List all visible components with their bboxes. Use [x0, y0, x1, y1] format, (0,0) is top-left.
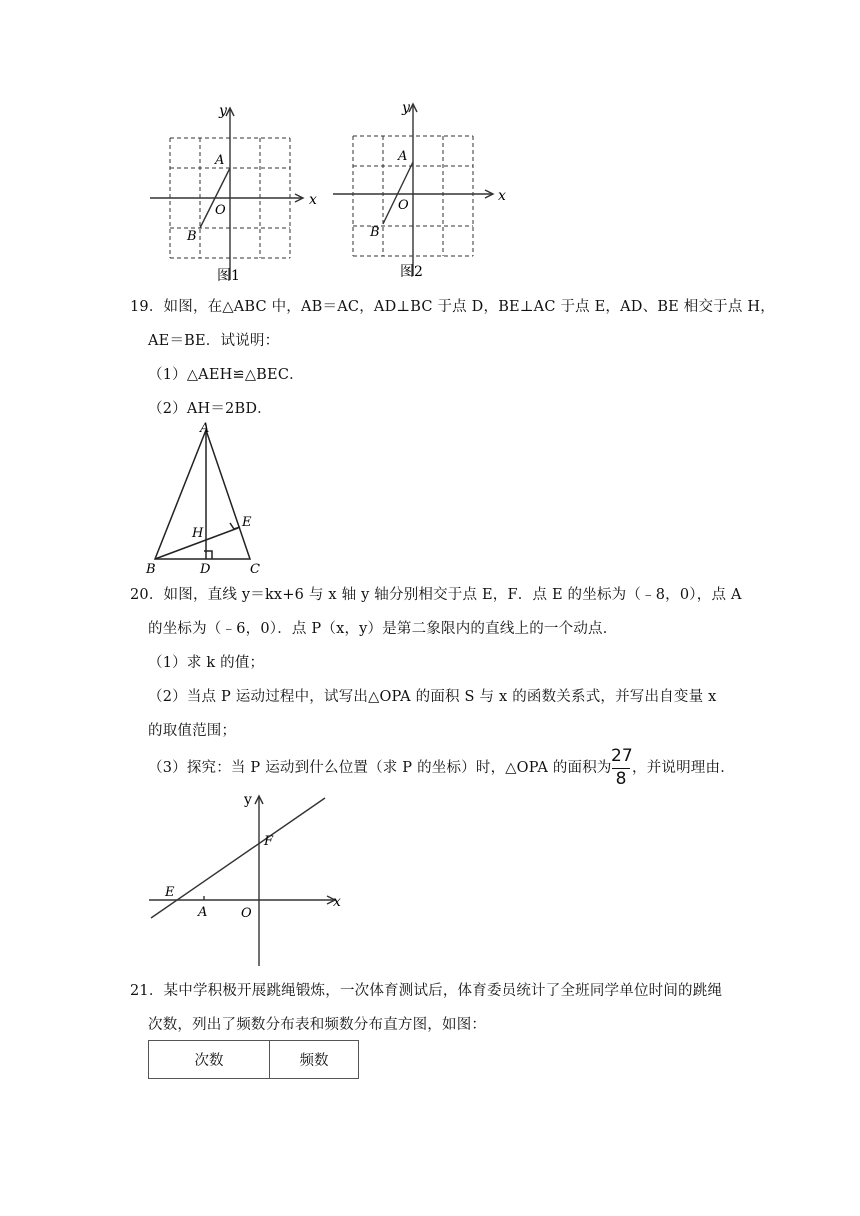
- y-axis-label: y: [402, 100, 410, 116]
- q19-line-2: AE＝BE．试说明：: [148, 333, 280, 349]
- origin-label: O: [398, 198, 409, 213]
- x-axis-label: x: [498, 188, 506, 204]
- q18-figure-2: [328, 98, 513, 283]
- table-header-row: [149, 1041, 359, 1079]
- q20-sub-2b: 的取值范围；: [148, 723, 237, 739]
- q20-sub-2a: （2）当点 P 运动过程中，试写出△OPA 的面积 S 与 x 的函数关系式，并写出自变量 x: [148, 689, 717, 705]
- y-axis-label: y: [219, 103, 227, 119]
- q20-line-1: 20．如图，直线 y＝kx+6 与 x 轴 y 轴分别相交于点 E，F．点 E 的坐标为（﹣8，0），点 A: [130, 587, 742, 603]
- x-axis-label: x: [333, 894, 341, 910]
- fraction-numerator: 27: [611, 746, 633, 766]
- q19-sub-2: （2）AH＝2BD．: [148, 401, 272, 417]
- point-b-label: B: [370, 225, 380, 240]
- table-header-count: 次数: [149, 1041, 270, 1079]
- vertex-c-label: C: [250, 562, 260, 577]
- origin-label: O: [215, 203, 226, 218]
- point-f-label: F: [264, 834, 274, 849]
- point-a-label: A: [215, 153, 225, 168]
- q19-triangle-figure: [140, 418, 270, 580]
- x-axis-label: x: [309, 192, 317, 208]
- q20-sub-1: （1）求 k 的值；: [148, 655, 265, 671]
- point-b-label: B: [187, 229, 197, 244]
- fig1-caption: 图1: [217, 268, 240, 284]
- q19-line-1: 19．如图，在△ABC 中，AB＝AC，AD⊥BC 于点 D，BE⊥AC 于点 E，AD、BE 相交于点 H，: [130, 299, 775, 315]
- point-h-label: H: [192, 526, 204, 541]
- origin-label: O: [241, 906, 252, 921]
- q19-sub-1: （1）△AEH≌△BEC．: [148, 367, 304, 383]
- y-axis-label: y: [244, 792, 252, 808]
- fig2-caption: 图2: [400, 264, 423, 280]
- vertex-a-label: A: [200, 421, 210, 436]
- q21-line-1: 21．某中学积极开展跳绳锻炼，一次体育测试后，体育委员统计了全班同学单位时间的跳绳: [130, 983, 723, 999]
- vertex-b-label: B: [146, 562, 156, 577]
- frequency-table: [148, 1040, 359, 1079]
- q18-figure-1: [145, 100, 330, 285]
- q20-line-figure: [145, 790, 345, 968]
- point-e-label: E: [165, 885, 175, 900]
- q20-line-2: 的坐标为（﹣6，0）．点 P（x，y）是第二象限内的直线上的一个动点．: [148, 621, 618, 637]
- point-d-label: D: [200, 562, 211, 577]
- table-header-frequency: 频数: [270, 1041, 359, 1079]
- point-a-label: A: [198, 905, 208, 920]
- point-e-label: E: [242, 515, 252, 530]
- q20-sub-3a: （3）探究：当 P 运动到什么位置（求 P 的坐标）时，△OPA 的面积为: [148, 760, 612, 776]
- fraction-denominator: 8: [615, 769, 627, 789]
- q21-line-2: 次数，列出了频数分布表和频数分布直方图，如图：: [148, 1017, 487, 1033]
- q20-sub-3b: ，并说明理由．: [632, 760, 735, 776]
- point-a-label: A: [398, 149, 408, 164]
